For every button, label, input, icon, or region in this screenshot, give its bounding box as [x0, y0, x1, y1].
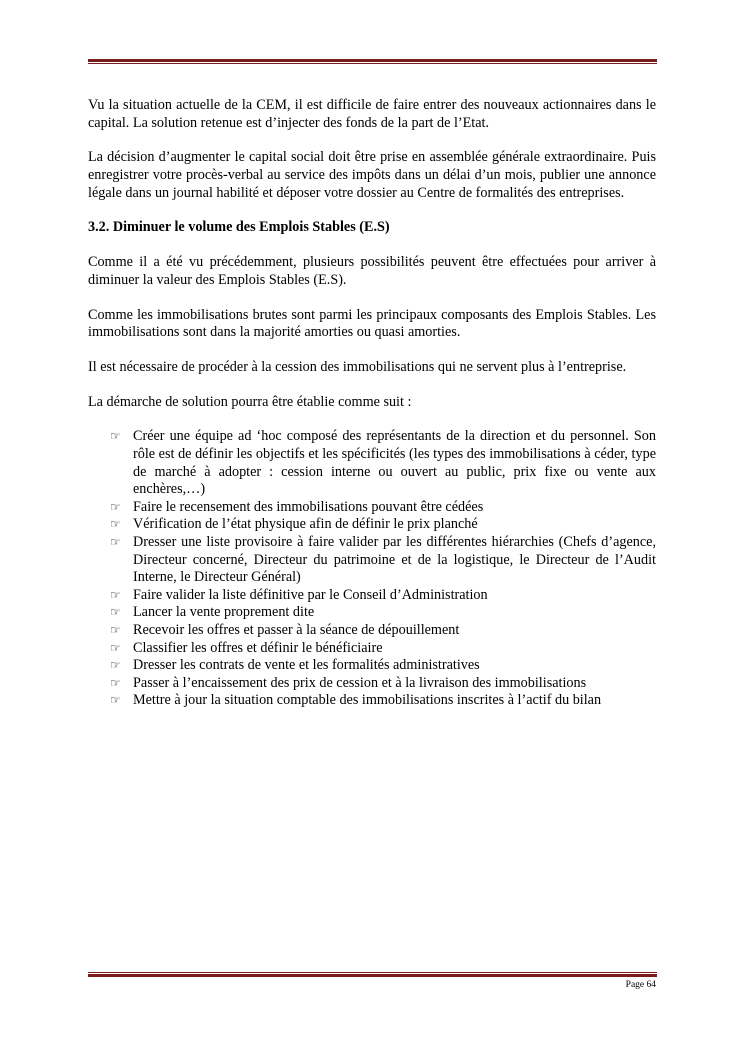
pointing-hand-icon: ☞: [110, 622, 121, 637]
list-item: ☞ Passer à l’encaissement des prix de cession et à la livraison des immobilisations: [110, 674, 587, 691]
list-item: ☞ Dresser une liste provisoire à faire valider par les différentes hiérarchies (Chefs d’agence, Directeur concerné, Directeur du patrimoine et de la logistique, le Directeur de l’Audit Interne, le Directeur Général): [110, 534, 656, 586]
list-item: ☞ Créer une équipe ad ‘hoc composé des représentants de la direction et du personnel. Son rôle est de définir les objectifs et les spécificités (les types des immobilisations à céder, type de marché à adopter : cession interne ou ouvert au public, prix fixe ou vente aux enchères,…): [110, 428, 656, 498]
list-item: ☞ Recevoir les offres et passer à la séance de dépouillement: [110, 621, 460, 638]
paragraph-approach: La démarche de solution pourra être établie comme suit :: [88, 393, 412, 410]
list-item: ☞ Lancer la vente proprement dite: [110, 604, 315, 621]
footer-rule: [88, 972, 657, 977]
pointing-hand-icon: ☞: [110, 675, 121, 690]
pointing-hand-icon: ☞: [110, 517, 121, 532]
paragraph-disposal: Il est nécessaire de procéder à la cession des immobilisations qui ne servent plus à l’entreprise.: [88, 358, 627, 375]
page-body: [88, 97, 656, 710]
pointing-hand-icon: ☞: [110, 693, 121, 708]
pointing-hand-icon: ☞: [110, 605, 121, 620]
list-item: ☞ Faire le recensement des immobilisations pouvant être cédées: [110, 498, 484, 515]
paragraph-capital-injection: Vu la situation actuelle de la CEM, il est difficile de faire entrer des nouveaux actionnaires dans le capital. La solution retenue est d’injecter des fonds de la part de l’Etat.: [88, 97, 656, 131]
steps-list: [88, 428, 656, 710]
pointing-hand-icon: ☞: [110, 587, 121, 602]
page-number: Page 64: [625, 980, 656, 990]
list-item: ☞ Faire valider la liste définitive par le Conseil d’Administration: [110, 586, 488, 603]
list-item: ☞ Vérification de l’état physique afin de définir le prix planché: [110, 516, 478, 533]
pointing-hand-icon: ☞: [110, 640, 121, 655]
pointing-hand-icon: ☞: [110, 499, 121, 514]
paragraph-possibilities: Comme il a été vu précédemment, plusieurs possibilités peuvent être effectuées pour arriver à diminuer la valeur des Emplois Stables (E.S).: [88, 254, 656, 288]
list-item: ☞ Mettre à jour la situation comptable des immobilisations inscrites à l’actif du bilan: [110, 692, 602, 709]
section-heading: 3.2. Diminuer le volume des Emplois Stables (E.S): [88, 219, 390, 236]
list-item: ☞ Dresser les contrats de vente et les formalités administratives: [110, 657, 480, 674]
paragraph-capital-increase: La décision d’augmenter le capital social doit être prise en assemblée générale extraordinaire. Puis enregistrer votre procès-verbal au service des impôts dans un délai d’un mois, publier une annonce légale dans un journal habilité et déposer votre dossier au Centre de formalités des entreprises.: [88, 149, 656, 201]
pointing-hand-icon: ☞: [110, 658, 121, 673]
pointing-hand-icon: ☞: [110, 535, 121, 549]
paragraph-fixed-assets: Comme les immobilisations brutes sont parmi les principaux composants des Emplois Stables. Les immobilisations sont dans la majorité amorties ou quasi amorties.: [88, 306, 656, 341]
pointing-hand-icon: ☞: [110, 429, 121, 444]
header-rule: [88, 59, 657, 64]
list-item: ☞ Classifier les offres et définir le bénéficiaire: [110, 639, 383, 656]
